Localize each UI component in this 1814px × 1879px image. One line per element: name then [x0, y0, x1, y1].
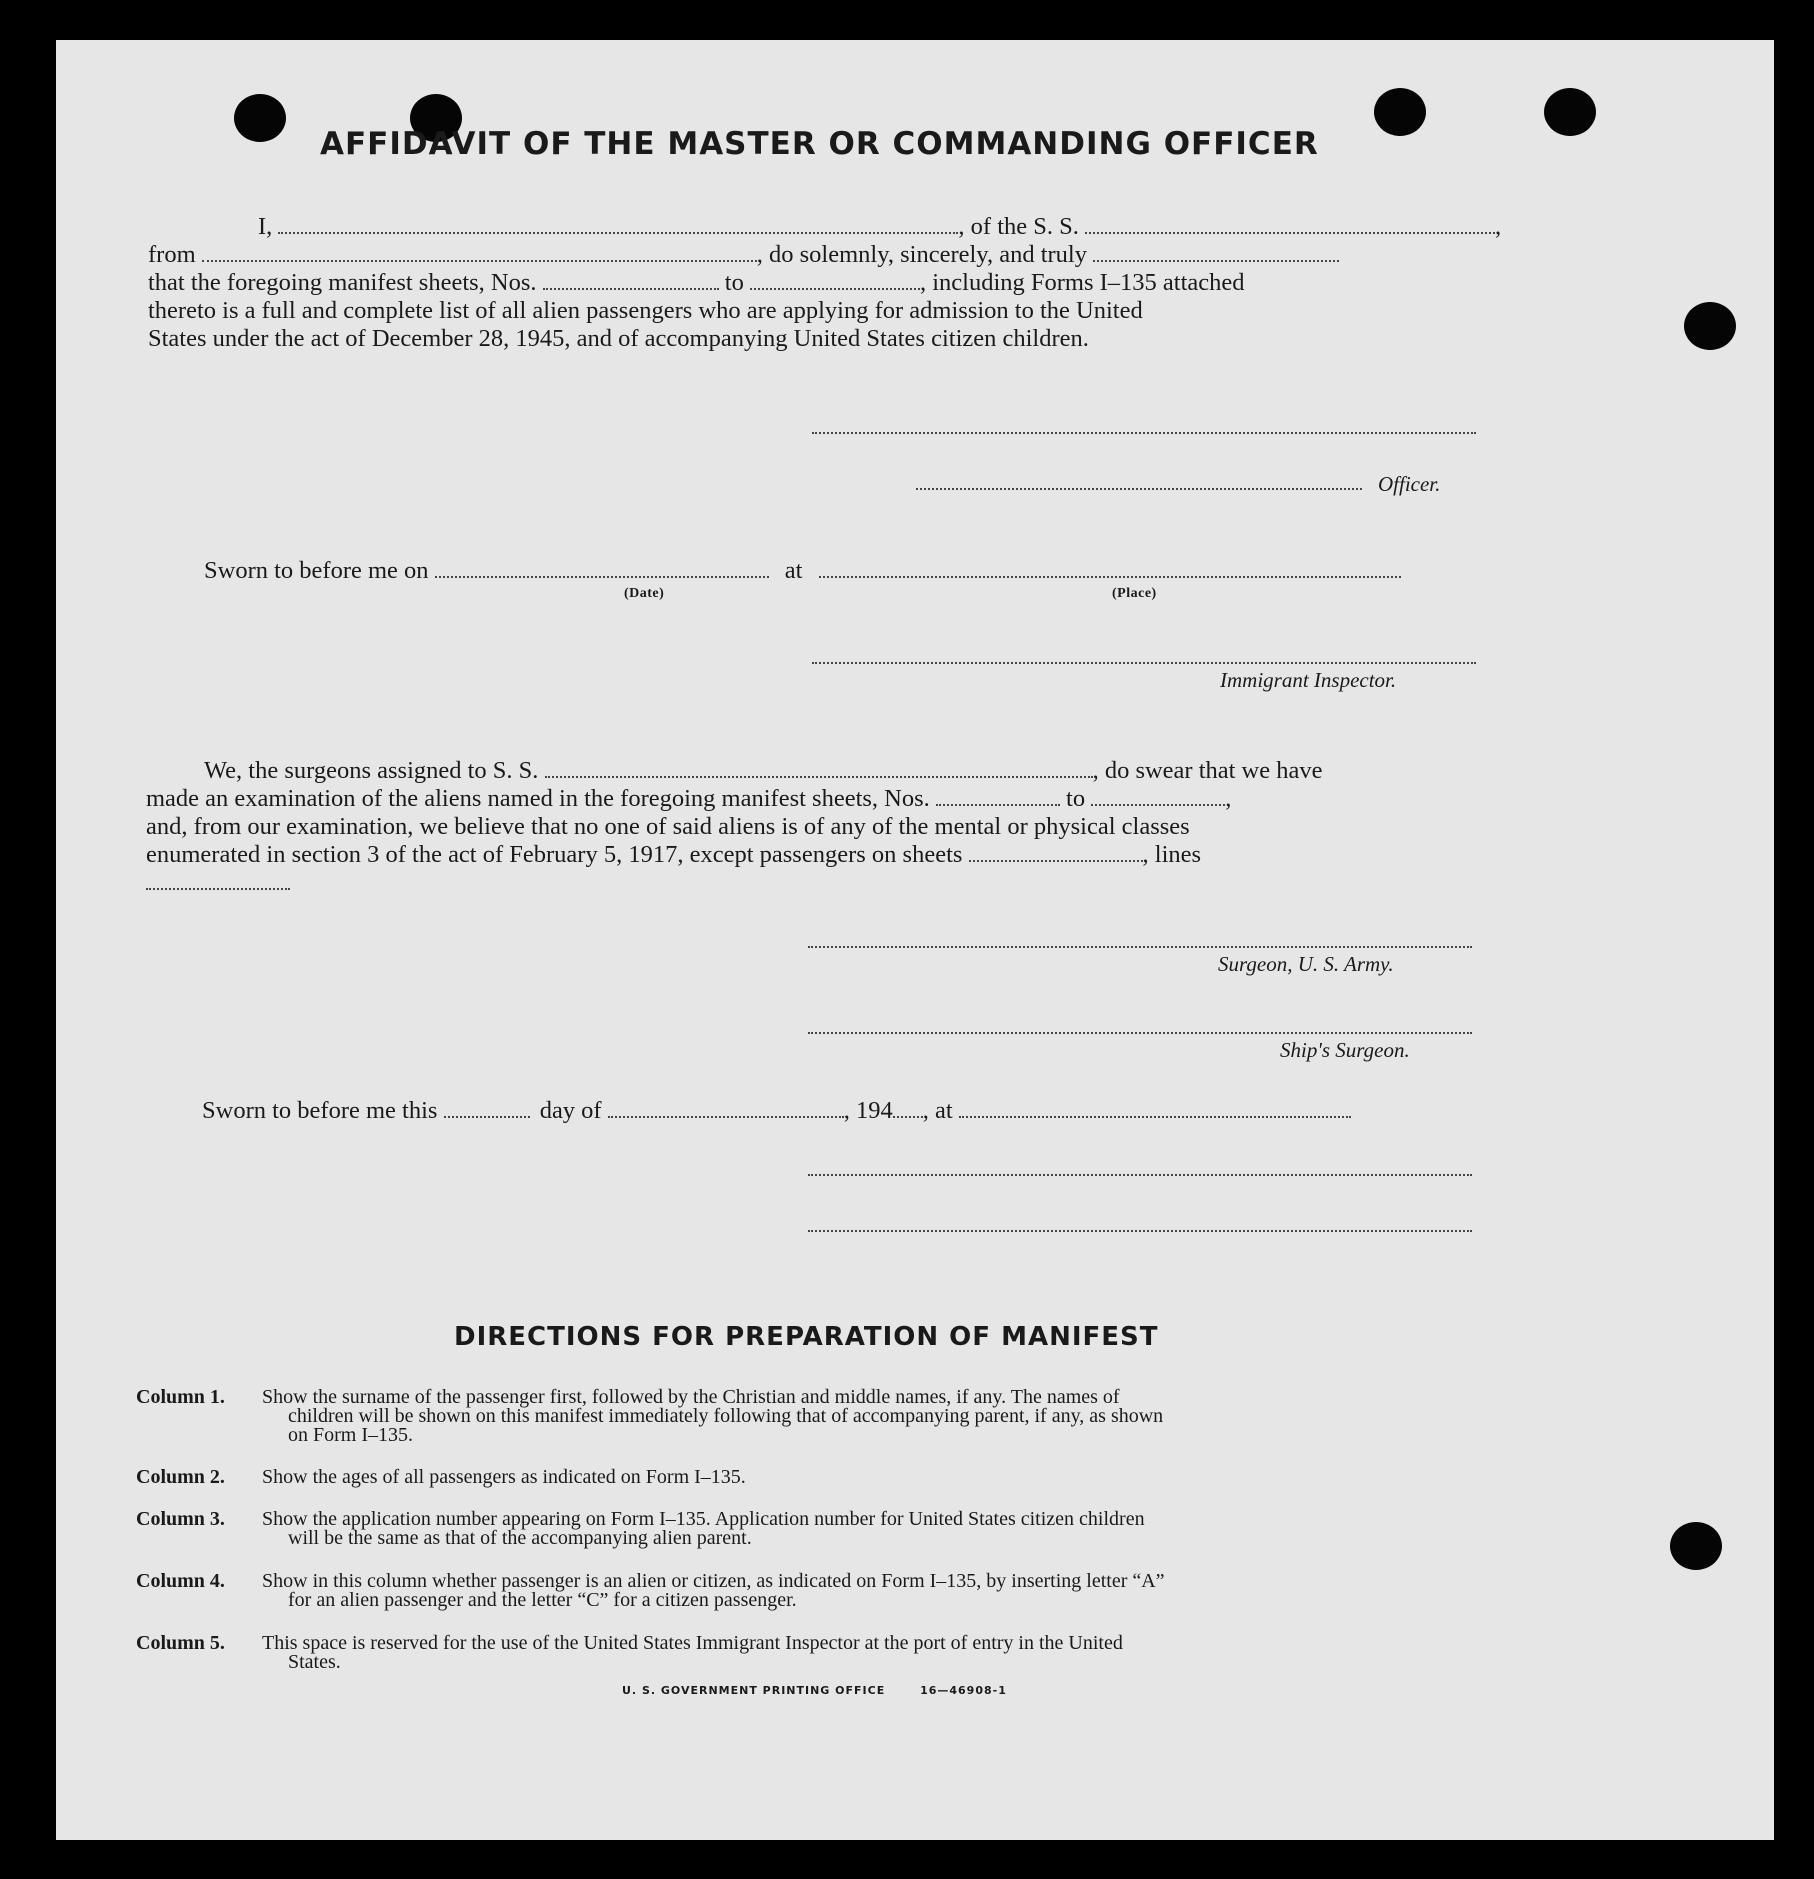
- column-label: Column 5.: [136, 1632, 225, 1654]
- text-line: will be the same as that of the accompanying alien parent.: [288, 1527, 752, 1549]
- sheet-to-field[interactable]: [750, 270, 920, 290]
- inspector-label: Immigrant Inspector.: [1220, 668, 1397, 692]
- sworn-1-line: [204, 556, 1401, 585]
- text: , including Forms I–135 attached: [919, 269, 1245, 296]
- text: Sworn to before me on: [204, 557, 429, 584]
- text: , lines: [1142, 841, 1202, 868]
- text: from: [148, 241, 196, 268]
- affidavit-line-2: [148, 240, 1339, 269]
- text: , of the S. S.: [958, 213, 1079, 240]
- text-line: This space is reserved for the use of the United States Immigrant Inspector at the port of entry in the United: [262, 1632, 1123, 1654]
- officer-signature-line[interactable]: [808, 1174, 1472, 1176]
- column-label: Column 3.: [136, 1508, 225, 1530]
- text-line: Show the ages of all passengers as indicated on Form I–135.: [262, 1466, 746, 1488]
- army-surgeon-signature-line[interactable]: [808, 946, 1472, 948]
- direction-text: [262, 1388, 1512, 1445]
- punch-hole: [1544, 88, 1596, 136]
- surgeons-line-3: and, from our examination, we believe that no one of said aliens is of any of the mental or physical classes: [146, 813, 1190, 840]
- text-line: Show the surname of the passenger first, followed by the Christian and middle names, if any. The names of: [262, 1386, 1120, 1408]
- directions-title: DIRECTIONS FOR PREPARATION OF MANIFEST: [454, 1322, 1159, 1352]
- text: to: [724, 269, 744, 296]
- direction-text: [262, 1572, 1512, 1610]
- text-line: on Form I–135.: [288, 1424, 413, 1446]
- column-label: Column 1.: [136, 1386, 225, 1408]
- officer-label: Officer.: [1378, 472, 1441, 496]
- text: , at: [922, 1097, 953, 1124]
- text: that the foregoing manifest sheets, Nos.: [148, 269, 537, 296]
- sworn-2-line: [202, 1096, 1351, 1125]
- text-line: Show in this column whether passenger is an alien or citizen, as indicated on Form I–135, by inserting letter “A”: [262, 1570, 1165, 1592]
- form-code: 16—46908-1: [920, 1684, 1007, 1697]
- lines-field[interactable]: [146, 888, 290, 890]
- day-field[interactable]: [444, 1098, 530, 1118]
- direction-text: [262, 1510, 1512, 1548]
- text: , do swear that we have: [1092, 757, 1323, 784]
- surgeons-line-2: [146, 784, 1231, 813]
- ships-surgeon-signature-line[interactable]: [808, 1032, 1472, 1034]
- text: I,: [258, 213, 273, 240]
- affidavit-line-4: thereto is a full and complete list of all alien passengers who are applying for admission to the United: [148, 297, 1143, 324]
- printer-imprint: [622, 1684, 1007, 1697]
- text: to: [1066, 785, 1086, 812]
- affidavit-line-3: [148, 268, 1245, 297]
- sworn-place-field[interactable]: [959, 1098, 1351, 1118]
- affidavit-line-5: States under the act of December 28, 1945, and of accompanying United States citizen children.: [148, 325, 1089, 352]
- port-from-field[interactable]: [202, 242, 757, 262]
- month-field[interactable]: [608, 1098, 844, 1118]
- sheet-from-field[interactable]: [543, 270, 719, 290]
- text: ,: [1225, 785, 1232, 812]
- text: day of: [539, 1097, 602, 1124]
- surgeon-sheet-to-field[interactable]: [1091, 786, 1225, 806]
- surgeon-ship-field[interactable]: [545, 758, 1093, 778]
- punch-hole: [1374, 88, 1426, 136]
- text: at: [784, 557, 803, 584]
- text: Sworn to before me this: [202, 1097, 438, 1124]
- oath-field[interactable]: [1093, 242, 1339, 262]
- direction-text: [262, 1634, 1512, 1672]
- signature-line[interactable]: [812, 432, 1476, 434]
- date-caption: (Date): [624, 586, 665, 601]
- printer-name: U. S. GOVERNMENT PRINTING OFFICE: [622, 1684, 886, 1697]
- affidavit-title: AFFIDAVIT OF THE MASTER OR COMMANDING OFFICER: [320, 126, 1319, 162]
- officer-title-line[interactable]: [808, 1230, 1472, 1232]
- inspector-signature-line[interactable]: [812, 662, 1476, 664]
- text: ,: [1495, 213, 1502, 240]
- text: enumerated in section 3 of the act of February 5, 1917, except passengers on sheets: [146, 841, 963, 868]
- ships-surgeon-label: Ship's Surgeon.: [1280, 1038, 1410, 1062]
- year-digit-field[interactable]: [893, 1098, 923, 1118]
- name-field[interactable]: [278, 214, 958, 234]
- punch-hole: [1684, 302, 1736, 350]
- officer-name-line[interactable]: [916, 488, 1362, 490]
- date-field[interactable]: [435, 558, 769, 578]
- column-label: Column 4.: [136, 1570, 225, 1592]
- text-line: States.: [288, 1651, 341, 1673]
- text-line: Show the application number appearing on Form I–135. Application number for United States citizen children: [262, 1508, 1145, 1530]
- text: , 194: [843, 1097, 893, 1124]
- place-caption: (Place): [1112, 586, 1157, 601]
- army-surgeon-label: Surgeon, U. S. Army.: [1218, 952, 1394, 976]
- direction-text: [262, 1468, 1512, 1487]
- punch-hole: [1670, 1522, 1722, 1570]
- punch-hole: [234, 94, 286, 142]
- text-line: for an alien passenger and the letter “C” for a citizen passenger.: [288, 1589, 797, 1611]
- text: , do solemnly, sincerely, and truly: [756, 241, 1087, 268]
- surgeons-line-4: [146, 840, 1201, 869]
- column-label: Column 2.: [136, 1466, 225, 1488]
- surgeon-sheet-from-field[interactable]: [936, 786, 1060, 806]
- text: We, the surgeons assigned to S. S.: [204, 757, 539, 784]
- text: made an examination of the aliens named in the foregoing manifest sheets, Nos.: [146, 785, 930, 812]
- ship-name-field[interactable]: [1085, 214, 1495, 234]
- form-page: [56, 40, 1774, 1840]
- except-sheets-field[interactable]: [969, 842, 1143, 862]
- place-field[interactable]: [819, 558, 1401, 578]
- affidavit-line-1: [200, 212, 1501, 241]
- surgeons-line-1: [204, 756, 1323, 785]
- text-line: children will be shown on this manifest immediately following that of accompanying parent, if any, as shown: [288, 1405, 1164, 1427]
